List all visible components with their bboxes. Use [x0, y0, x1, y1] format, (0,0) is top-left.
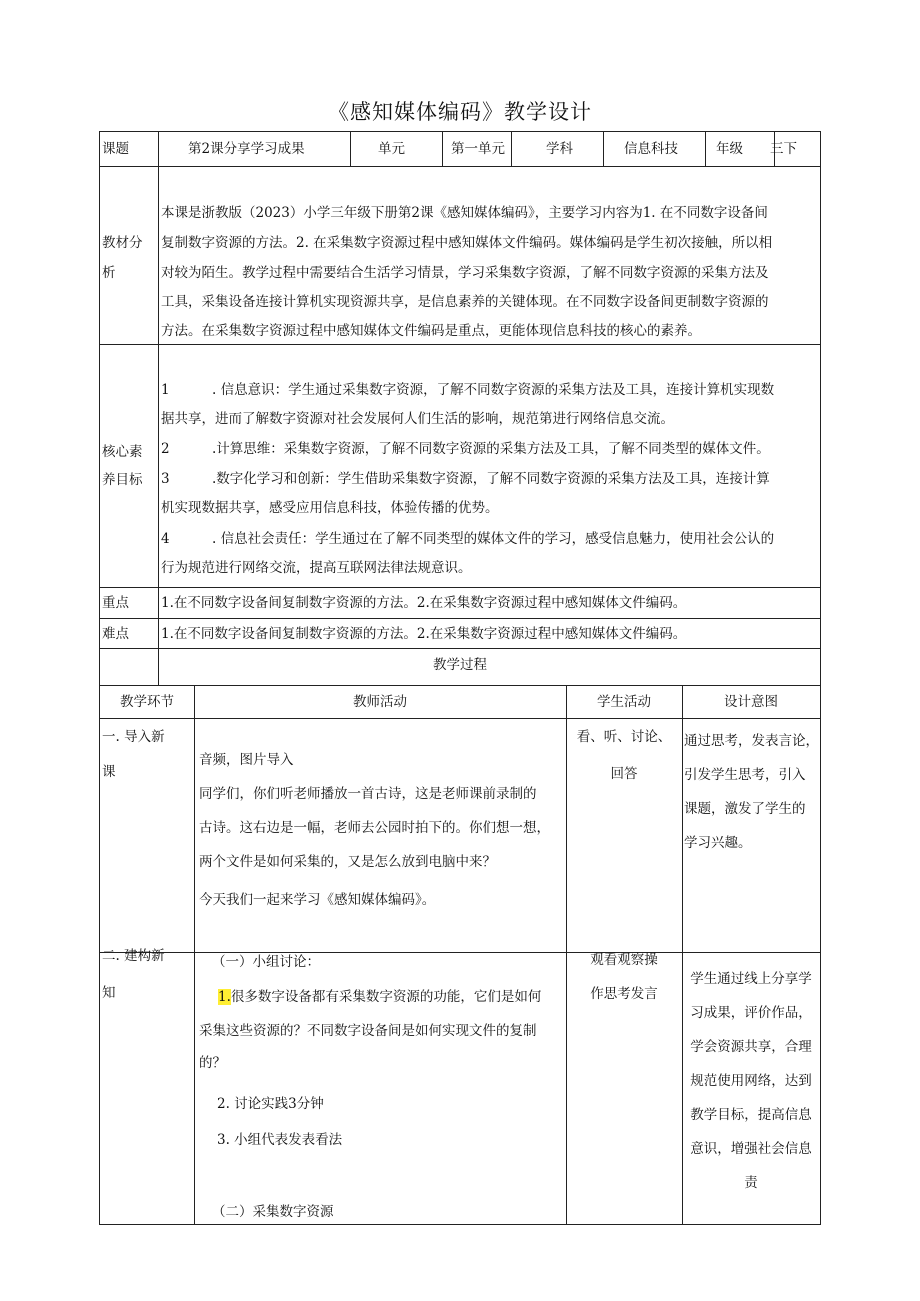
discussion-step: 3. 小组代表发表看法 — [217, 1132, 343, 1148]
row-divider — [100, 685, 820, 686]
column-divider — [705, 132, 706, 166]
goal-number: 1 — [161, 382, 170, 398]
goal-text: 机实现数据共享，感受应用信息科技，体验传播的优势。 — [161, 500, 499, 516]
column-divider — [158, 132, 159, 685]
goal-text: . 信息意识：学生通过采集数字资源，了解不同数字资源的采集方法及工具，连接计算机实现数 — [212, 382, 775, 398]
teacher-activity-line: 同学们，你们听老师播放一首古诗，这是老师课前录制的 — [199, 786, 537, 802]
discussion-question-line: 的？ — [199, 1055, 226, 1071]
column-divider — [442, 132, 443, 166]
design-intent-line: 意识，增强社会信息 — [690, 1141, 812, 1157]
analysis-line: 工具，采集设备连接计算机实现资源共享，是信息素养的关键体现。在不同数字设备间更制数字资源的 — [161, 294, 769, 310]
grade-label: 年级 — [716, 141, 743, 157]
column-divider — [350, 132, 351, 166]
lesson-value: 第2课分享学习成果 — [188, 141, 305, 157]
teacher-activity-line: 今天我们一起来学习《感知媒体编码》。 — [199, 892, 436, 908]
column-divider — [194, 685, 195, 1225]
teacher-activity-line: 古诗。这右边是一幅，老师去公园时拍下的。你们想一想， — [199, 820, 550, 836]
design-intent-line: 责 — [744, 1175, 758, 1191]
analysis-line: 对较为陌生。教学过程中需要结合生活学习情景，学习采集数字资源，了解不同数字资源的采集方法及 — [161, 265, 769, 281]
design-intent-line: 学习兴趣。 — [684, 835, 752, 851]
analysis-label: 教材分 — [102, 235, 143, 251]
unit-value: 第一单元 — [451, 141, 505, 157]
design-intent-line: 教学目标，提高信息 — [690, 1107, 812, 1123]
design-intent-line: 课题，激发了学生的 — [684, 801, 806, 817]
student-activity: 作思考发言 — [590, 986, 658, 1002]
column-divider — [511, 132, 512, 166]
goal-text: .计算思维：采集数字资源，了解不同数字资源的采集方法及工具，了解不同类型的媒体文件。 — [212, 441, 770, 457]
goal-number: 4 — [161, 531, 170, 547]
key-point-label: 重点 — [102, 595, 129, 611]
goals-label: 核心素 — [102, 444, 143, 460]
column-header-teacher: 教师活动 — [353, 694, 407, 710]
design-intent-line: 学生通过线上分享学 — [690, 971, 812, 987]
design-intent-line: 习成果，评价作品， — [690, 1005, 812, 1021]
column-header-intent: 设计意图 — [724, 694, 778, 710]
teacher-activity-line: 两个文件是如何采集的，又是怎么放到电脑中来？ — [199, 854, 496, 870]
analysis-line: 方法。在采集数字资源过程中感知媒体文件编码是重点，更能体现信息科技的核心的素养。 — [161, 323, 701, 339]
row-divider — [100, 718, 820, 719]
student-activity: 观看观察操 — [590, 952, 658, 968]
goal-text: . 信息社会责任：学生通过在了解不同类型的媒体文件的学习，感受信息魅力，使用社会公认的 — [212, 531, 775, 547]
goal-text: .数字化学习和创新：学生借助采集数字资源，了解不同数字资源的采集方法及工具，连接计算 — [212, 471, 770, 487]
student-activity: 看、听、讨论、 — [576, 729, 672, 745]
stage-name: 一. 导入新 — [102, 729, 165, 745]
difficulty-label: 难点 — [102, 626, 129, 642]
stage-name: 课 — [102, 764, 116, 780]
key-point-text: 1.在不同数字设备间复制数字资源的方法。2.在采集数字资源过程中感知媒体文件编码。 — [161, 595, 687, 611]
subject-label: 学科 — [546, 141, 573, 157]
design-intent-line: 通过思考，发表言论， — [684, 733, 819, 749]
grade-value: 三下 — [770, 141, 797, 157]
discussion-question — [218, 982, 541, 1012]
document-title: 《感知媒体编码》教学设计 — [328, 100, 592, 124]
teacher-section-heading: （二）采集数字资源 — [212, 1204, 334, 1220]
stage-name: 二. 建构新 — [102, 948, 165, 964]
discussion-question-line: 采集这些资源的？不同数字设备间是如何实现文件的复制 — [199, 1023, 537, 1039]
difficulty-text: 1.在不同数字设备间复制数字资源的方法。2.在采集数字资源过程中感知媒体文件编码。 — [161, 626, 687, 642]
design-intent-line: 引发学生思考，引入 — [684, 767, 806, 783]
teacher-section-heading: （一）小组讨论： — [212, 954, 320, 970]
design-intent-line: 规范使用网络，达到 — [690, 1073, 812, 1089]
column-header-student: 学生活动 — [597, 694, 651, 710]
row-divider — [100, 166, 820, 167]
student-activity: 回答 — [610, 766, 638, 782]
design-intent-line: 学会资源共享，合理 — [690, 1039, 812, 1055]
discussion-question-text: 很多数字设备都有采集数字资源的功能，它们是如何 — [230, 989, 542, 1005]
goal-text: 行为规范进行网络交流，提高互联网法律法规意识。 — [161, 560, 472, 576]
analysis-label: 析 — [102, 265, 116, 281]
unit-label: 单元 — [378, 141, 405, 157]
stage-name: 知 — [102, 985, 116, 1001]
goal-text: 据共享，进而了解数字资源对社会发展何人们生活的影响，规范第进行网络信息交流。 — [161, 411, 674, 427]
row-divider — [100, 952, 820, 953]
highlight-mark: 1. — [218, 989, 231, 1005]
column-divider — [603, 132, 604, 166]
process-heading: 教学过程 — [433, 657, 487, 673]
goals-label: 养目标 — [102, 472, 143, 488]
lesson-label: 课题 — [102, 141, 129, 157]
goal-number: 2 — [161, 441, 170, 457]
goal-number: 3 — [161, 471, 170, 487]
teacher-activity-line: 音频，图片导入 — [199, 752, 294, 768]
lesson-plan-table — [99, 131, 821, 1225]
analysis-line: 复制数字资源的方法。2. 在采集数字资源过程中感知媒体文件编码。媒体编码是学生初次接触，所以相 — [161, 235, 773, 251]
subject-value: 信息科技 — [624, 141, 678, 157]
column-header-stage: 教学环节 — [120, 694, 174, 710]
discussion-step: 2. 讨论实践3分钟 — [217, 1096, 324, 1112]
analysis-line: 本课是浙教版（2023）小学三年级下册第2课《感知媒体编码》，主要学习内容为1. 在不同数字设备间 — [161, 205, 768, 221]
